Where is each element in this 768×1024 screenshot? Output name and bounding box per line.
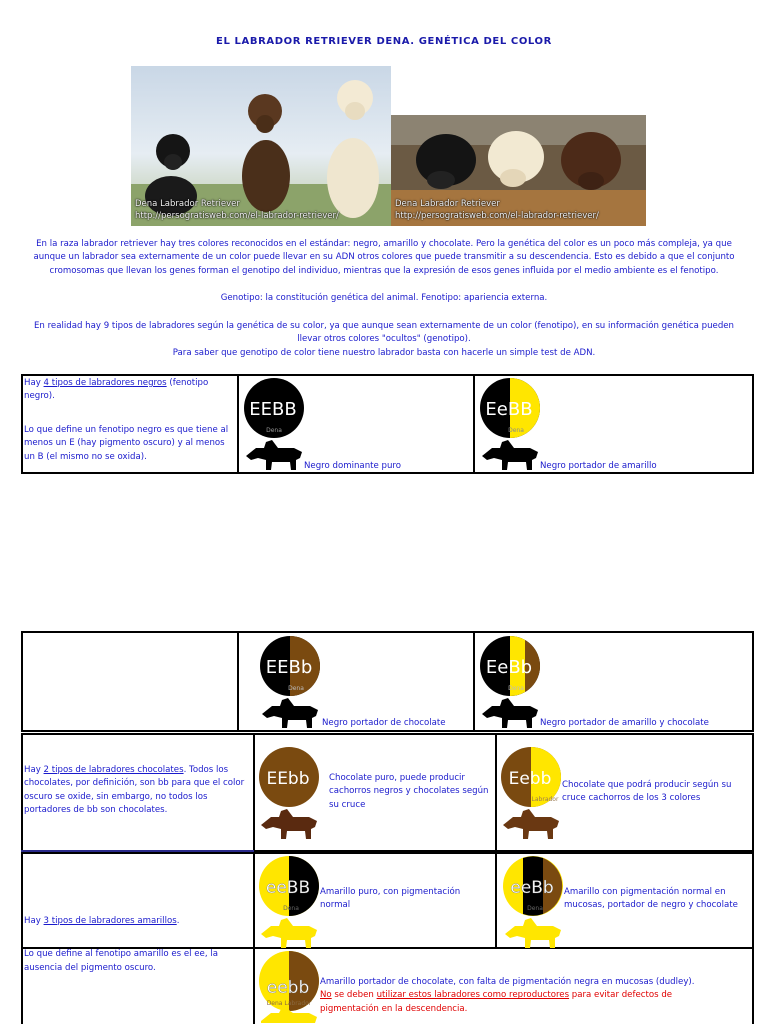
photo1-watermark-name: Dena Labrador Retriever [135,199,240,209]
puppies-illustration [391,115,646,226]
caption-eebb-warning [320,989,748,1002]
yellow-table-divider-1 [253,852,255,1024]
black-table-row-2 [21,631,754,732]
caption-eebb-line-1: Amarillo portador de chocolate, con falta de pigmentación negra en mucosas (dudley). [320,977,695,987]
badge-breeder-label: Dena [266,427,282,434]
badge-genotype-code: EeBb [485,657,533,678]
chocolate-table-divider-1 [253,733,255,852]
badge-genotype-code: EEBb [265,657,313,678]
badge-genotype-code: eeBB [265,878,311,898]
yellow-types-prefix: Hay [24,916,44,926]
caption-eebb [320,976,748,1016]
badge-genotype-code: eeBb [510,878,554,898]
dog-silhouette [482,440,538,470]
black-table-divider-2 [473,374,475,474]
yellow-table-left-column [21,852,23,1024]
chocolate-description [24,764,252,818]
dog-silhouette [261,809,317,839]
warning-post: para evitar defectos de [569,990,673,1001]
dog-silhouette [505,918,561,948]
chocolate-types-suffix: . Todos los chocolates, por definición, son bb para que el color oscuro se oxide, sin embargo, no todos los portadores de bb son chocolates. [24,765,245,816]
badge-breeder-label: Dena [508,685,524,692]
black-table-divider-1 [237,374,239,474]
badge-breeder-label: Dena [283,905,299,912]
yellow-table-divider-2 [495,852,497,949]
photo2-watermark-url: http://persogratisweb.com/el-labrador-retriever/ [395,211,599,221]
genotype-badge-EeBb [478,636,542,730]
badge-genotype-code: EEbb [266,769,310,789]
yellow-types-sentence [24,915,252,928]
adult-labradors-photo [131,66,391,226]
dog-silhouette [503,809,559,839]
chocolate-types-link[interactable]: 2 tipos de labradores chocolates [43,765,184,775]
yellow-types-link[interactable]: 3 tipos de labradores amarillos [43,916,177,926]
black-table-row2-divider-1 [237,631,239,732]
genotype-badge-eeBb [501,856,565,950]
yellow-description [24,915,252,975]
intro-line-3: cromosomas que llevan los genes forman el genotipo del individuo, mientras que la expresión de esos genes influida por el medio ambiente es el fenotipo. [49,265,719,276]
puppies-photo [391,115,646,226]
intro-paragraph [20,238,748,278]
black-types-link[interactable]: 4 tipos de labradores negros [43,378,167,388]
dog-silhouette [262,698,318,728]
badge-genotype-code: EEBB [249,399,297,420]
badge-breeder-label: Dena [288,685,304,692]
badge-breeder-label: Dena Labrador [266,1000,312,1007]
yellow-table-right-edge [752,947,754,1024]
genotype-badge-EEBB [242,378,306,472]
intro-line-1: En la raza labrador retriever hay tres colores reconocidos en el estándar: negro, amarillo y chocolate. Pero la genética del color es un poco más compleja, ya que [36,239,732,249]
badge-breeder-label: Dena [527,905,543,912]
badge-genotype-code: Eebb [508,769,552,789]
badge-genotype-code: eebb [266,978,310,998]
chocolate-types-prefix: Hay [24,765,44,775]
genotype-badge-EEBb [258,636,322,730]
caption-eeBB: Amarillo puro, con pigmentación normal [320,887,461,911]
dog-silhouette [261,918,317,948]
nine-types-paragraph [20,320,748,360]
warning-link[interactable]: utilizar estos labradores como reproductores [376,990,570,1001]
nine-types-line-3: Para saber que genotipo de color tiene nuestro labrador basta con hacerle un simple test de ADN. [172,347,596,358]
genotype-badge-eeBB [257,856,321,950]
page-title: EL LABRADOR RETRIEVER DENA. GENÉTICA DEL COLOR [216,36,552,47]
caption-EEBB: Negro dominante puro [304,461,402,471]
black-types-suffix: (fenotipo negro). [24,378,209,402]
yellow-phenotype-definition: Lo que define al fenotipo amarillo es el ee, la ausencia del pigmento oscuro. [24,949,218,973]
black-description [24,377,236,464]
caption-Eebb: Chocolate que podrá producir según su cruce cachorros de los 3 colores [562,780,732,804]
genotype-badge-EEbb [257,747,321,841]
chocolate-table-divider-2 [495,733,497,852]
genotype-badge-EeBB [478,378,542,472]
genotype-badge-eebb [257,951,321,1024]
genotype-definition: Genotipo: la constitución genética del animal. Fenotipo: apariencia externa. [220,293,548,303]
photo2-watermark-name: Dena Labrador Retriever [395,199,500,209]
warning-line-2: pigmentación en la descendencia. [320,1003,468,1014]
warning-mid: se deben [331,990,377,1001]
caption-EeBB: Negro portador de amarillo [540,461,657,471]
caption-EeBb: Negro portador de amarillo y chocolate [540,718,709,728]
black-types-sentence [24,377,236,404]
intro-line-2: aunque un labrador sea externamente de un color puede llevar en su ADN otros colores que puede transmitir a su descendencia. Esto es debido a que el conjunto [33,252,735,263]
dog-silhouette [482,698,538,728]
black-phenotype-definition: Lo que define un fenotipo negro es que tiene al menos un E (hay pigmento oscuro) y al menos un B (el mismo no se oxida). [24,424,229,462]
badge-breeder-label: Dena [508,427,524,434]
warning-no: No [320,990,332,1001]
caption-EEbb: Chocolate puro, puede producir cachorros negros y chocolates según su cruce [329,773,489,810]
black-table-row2-divider-2 [473,631,475,732]
caption-EEBb: Negro portador de chocolate [322,718,446,728]
black-types-prefix: Hay [24,378,44,388]
yellow-types-suffix: . [176,916,180,926]
badge-breeder-label: Labrador [531,796,559,803]
nine-types-line-1: En realidad hay 9 tipos de labradores según la genética de su color, ya que aunque sean externamente de un color (fenotipo), en su información genética pueden [33,321,735,331]
nine-types-line-2: llevar otros colores "ocultos" (genotipo). [297,334,471,345]
dog-silhouette [246,440,302,470]
badge-genotype-code: EeBB [485,399,533,420]
photo1-watermark-url: http://persogratisweb.com/el-labrador-retriever/ [135,211,339,221]
genotype-badge-Eebb [499,747,563,841]
caption-eeBb: Amarillo con pigmentación normal en mucosas, portador de negro y chocolate [564,887,738,911]
